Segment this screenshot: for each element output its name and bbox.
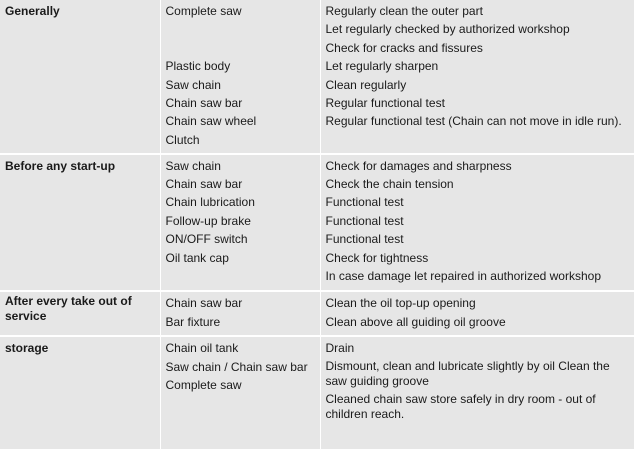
parts-cell	[160, 291, 320, 336]
part-item: Complete saw	[165, 4, 242, 18]
blank-line	[166, 20, 316, 38]
part-item: Oil tank cap	[165, 250, 229, 265]
action-item: Check for damages and sharpness	[325, 158, 512, 173]
table-row	[0, 291, 634, 336]
action-item: Clean the oil top-up opening	[325, 296, 476, 311]
part-item: Bar fixture	[165, 314, 221, 329]
category-label: Generally	[5, 4, 60, 18]
part-item: Saw chain	[165, 77, 221, 92]
action-item: Functional test	[325, 195, 404, 210]
action-item: Let regularly checked by authorized workshop	[325, 22, 570, 37]
actions-cell	[320, 0, 634, 154]
part-item: Chain saw bar	[165, 96, 243, 110]
part-item: Chain lubrication	[165, 195, 255, 210]
category-label: After every take out of service	[5, 294, 132, 324]
category-cell	[0, 0, 160, 154]
part-item: Saw chain / Chain saw bar	[165, 359, 308, 374]
part-item: Complete saw	[165, 378, 242, 393]
table-row	[0, 0, 634, 154]
action-item: Let regularly sharpen	[325, 59, 439, 74]
action-item: Regular functional test	[325, 96, 445, 111]
action-item: In case damage let repaired in authorized workshop	[325, 269, 601, 284]
action-item: Check the chain tension	[325, 177, 454, 192]
action-item: Functional test	[325, 213, 404, 228]
part-item: Chain oil tank	[165, 341, 239, 356]
parts-cell	[160, 154, 320, 292]
action-item: Clean above all guiding oil groove	[325, 314, 506, 329]
action-item: Regular functional test (Chain can not move in idle run).	[325, 114, 622, 129]
category-cell	[0, 154, 160, 292]
action-item: Functional test	[325, 232, 404, 247]
part-item: Chain saw bar	[165, 296, 243, 311]
action-item: Clean regularly	[325, 77, 407, 92]
parts-cell	[160, 336, 320, 449]
action-item: Cleaned chain saw store safely in dry room - out of children reach.	[325, 391, 596, 422]
category-label: Before any start-up	[5, 158, 116, 173]
part-item: Chain saw wheel	[165, 114, 257, 129]
part-item: Plastic body	[165, 59, 231, 74]
actions-cell	[320, 154, 634, 292]
action-item: Regularly clean the outer part	[325, 4, 483, 18]
part-item: Chain saw bar	[165, 177, 243, 192]
actions-cell	[320, 336, 634, 449]
actions-cell	[320, 291, 634, 336]
part-item: Clutch	[165, 132, 200, 147]
category-label: storage	[5, 341, 49, 356]
part-item: Follow-up brake	[165, 213, 251, 228]
part-item: ON/OFF switch	[165, 232, 248, 247]
category-cell	[0, 291, 160, 336]
table-row	[0, 154, 634, 292]
action-item: Dismount, clean and lubricate slightly by oil Clean the saw guiding groove	[325, 358, 610, 389]
category-cell	[0, 336, 160, 449]
part-item: Saw chain	[165, 158, 221, 173]
blank-line	[166, 39, 316, 57]
action-item: Check for tightness	[325, 250, 429, 265]
action-item: Drain	[325, 341, 355, 356]
table-row	[0, 336, 634, 449]
action-item: Check for cracks and fissures	[325, 40, 483, 55]
parts-cell	[160, 0, 320, 154]
